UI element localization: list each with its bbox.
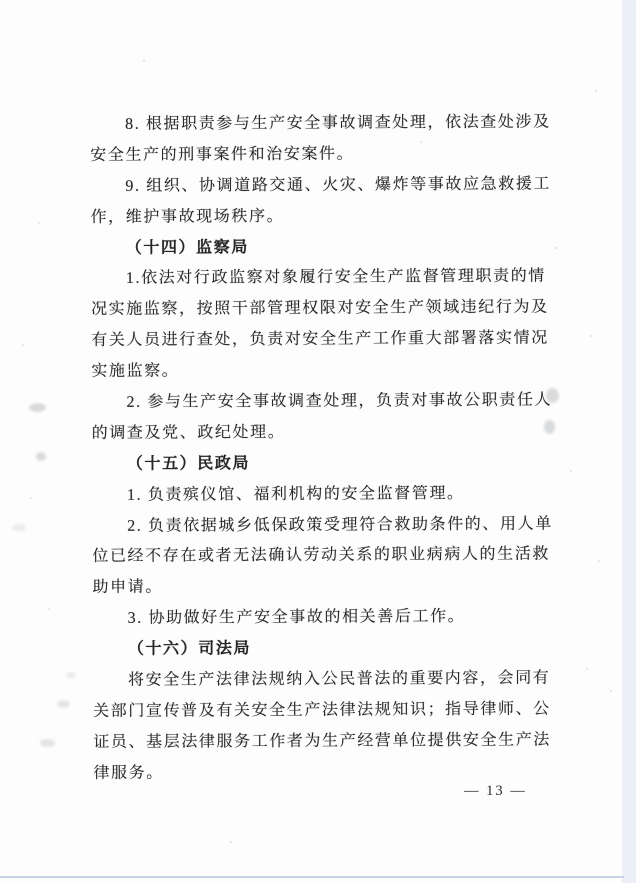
text-line: 将安全生产法律法规纳入公民普法的重要内容，会同有 — [127, 669, 551, 689]
text-line: 2. 参与生产安全事故调查处理，负责对事故公职责任人 — [126, 391, 553, 411]
scan-artifact — [546, 388, 559, 403]
text-line: 2. 负责依据城乡低保政策受理符合救助条件的、用人单 — [127, 515, 553, 535]
section-heading: （十四）监察局 — [125, 238, 249, 257]
scan-artifact — [57, 700, 70, 708]
scan-artifact — [29, 403, 46, 412]
scan-artifact — [36, 452, 46, 461]
scan-edge-strip — [622, 0, 636, 883]
text-line: 作，维护事故现场秩序。 — [90, 207, 285, 226]
scan-artifact — [12, 524, 26, 531]
text-line: 1.依法对行政监察对象履行安全生产监督管理职责的情 — [125, 268, 546, 288]
scan-artifact — [66, 672, 76, 678]
text-line: 有关人员进行查处，负责对安全生产工作重大部署落实情况 — [91, 329, 549, 350]
page-number: — 13 — — [464, 783, 527, 799]
document-body — [90, 108, 556, 790]
text-line: 1. 负责殡仪馆、福利机构的安全监督管理。 — [126, 484, 465, 504]
section-heading: （十五）民政局 — [126, 454, 251, 473]
scan-artifact — [544, 420, 555, 434]
text-line: 助申请。 — [92, 578, 163, 597]
text-line: 实施监察。 — [91, 362, 180, 381]
scan-artifact — [40, 739, 55, 747]
text-line: 律服务。 — [93, 764, 164, 782]
text-line: 位已经不存在或者无法确认劳动关系的职业病病人的生活救 — [92, 546, 550, 566]
section-heading: （十六）司法局 — [127, 640, 252, 658]
text-line: 3. 协助做好生产安全事故的相关善后工作。 — [127, 608, 466, 628]
scan-noise — [0, 0, 2, 2]
text-line: 证员、基层法律服务工作者为生产经营单位提供安全生产法 — [93, 731, 551, 751]
scan-bottom-edge-line — [0, 876, 624, 878]
text-line: 8. 根据职责参与生产安全事故调查处理，依法查处涉及 — [125, 113, 551, 133]
text-line: 况实施监察，按照干部管理权限对安全生产领域违纪行为及 — [91, 298, 549, 319]
text-line: 安全生产的刑事案件和治安案件。 — [90, 145, 355, 164]
text-line: 的调查及党、政纪处理。 — [91, 423, 286, 442]
text-line: 关部门宣传普及有关安全生产法律法规知识；指导律师、公 — [93, 700, 551, 720]
text-line: 9. 组织、协调道路交通、火灾、爆炸等事故应急救援工 — [125, 175, 552, 195]
